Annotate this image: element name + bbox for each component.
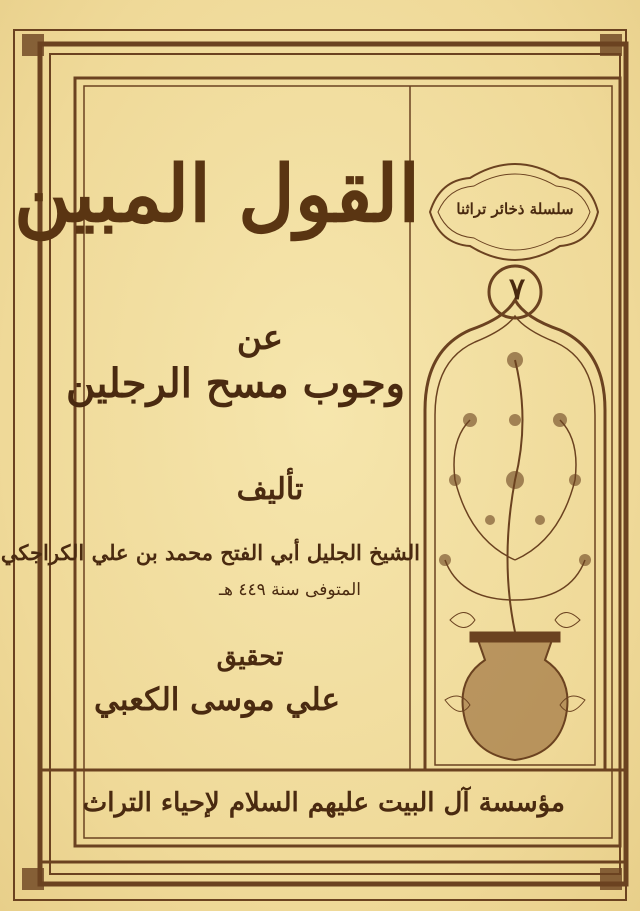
book-title: القول المبين — [14, 149, 420, 240]
author-name: الشيخ الجليل أبي الفتح محمد بن علي الكراجكي — [0, 540, 420, 565]
authored-by-label: تأليف — [236, 472, 304, 507]
book-subtitle: وجوب مسح الرجلين — [65, 360, 405, 407]
edited-by-label: تحقيق — [216, 642, 284, 672]
author-death-note: المتوفى سنة ٤٤٩ هـ — [218, 580, 361, 600]
publisher-name: مؤسسة آل البيت عليهم السلام لإحياء التراث — [82, 788, 565, 818]
series-name: سلسلة ذخائر تراثنا — [456, 200, 574, 218]
title-connector: عن — [236, 318, 284, 358]
editor-name: علي موسى الكعبي — [94, 682, 340, 718]
arabesque-panel — [425, 300, 605, 770]
volume-number: ٧ — [508, 272, 526, 307]
